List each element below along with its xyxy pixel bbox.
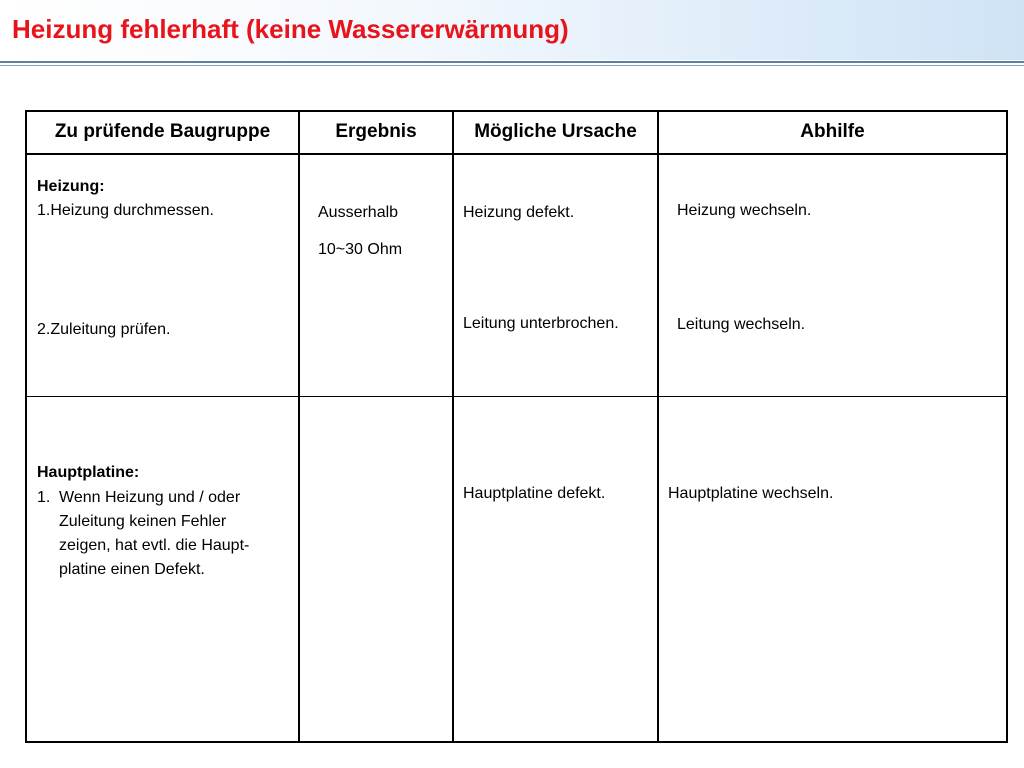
table-border-bottom	[25, 741, 1008, 743]
col-divider-1	[298, 110, 300, 743]
row1-remedy1: Heizung wechseln.	[677, 202, 812, 219]
row1-result-line2: 10~30 Ohm	[318, 241, 403, 258]
table-border-left	[25, 110, 27, 743]
title-rule-thick	[0, 61, 1024, 63]
row2-step-line: Wenn Heizung und / oder	[59, 489, 241, 506]
table-border-right	[1006, 110, 1008, 743]
header-abhilfe: Abhilfe	[800, 121, 865, 142]
row2-step-number: 1.	[37, 489, 51, 506]
col-divider-3	[657, 110, 659, 743]
header-ergebnis: Ergebnis	[335, 121, 417, 142]
page-title: Heizung fehlerhaft (keine Wassererwärmung)	[12, 14, 569, 44]
row1-cause1: Heizung defekt.	[463, 204, 575, 221]
row1-step1: 1.Heizung durchmessen.	[37, 202, 214, 219]
row2-step-line: platine einen Defekt.	[59, 561, 205, 578]
row1-step2: 2.Zuleitung prüfen.	[37, 321, 171, 338]
row2-step-line: zeigen, hat evtl. die Haupt-	[59, 537, 250, 554]
row2-cause: Hauptplatine defekt.	[463, 485, 606, 502]
row2-remedy: Hauptplatine wechseln.	[668, 485, 834, 502]
header-baugruppe: Zu prüfende Baugruppe	[54, 121, 271, 142]
row1-cause2: Leitung unterbrochen.	[463, 315, 619, 332]
row-divider	[25, 396, 1008, 397]
row1-result-line1: Ausserhalb	[318, 204, 399, 221]
row2-step-line: Zuleitung keinen Fehler	[59, 513, 227, 530]
row1-remedy2: Leitung wechseln.	[677, 316, 806, 333]
header-ursache: Mögliche Ursache	[474, 121, 637, 142]
title-rule-thin	[0, 65, 1024, 66]
col-divider-2	[452, 110, 454, 743]
row1-group-title: Heizung:	[37, 178, 105, 195]
row2-group-title: Hauptplatine:	[37, 464, 140, 481]
